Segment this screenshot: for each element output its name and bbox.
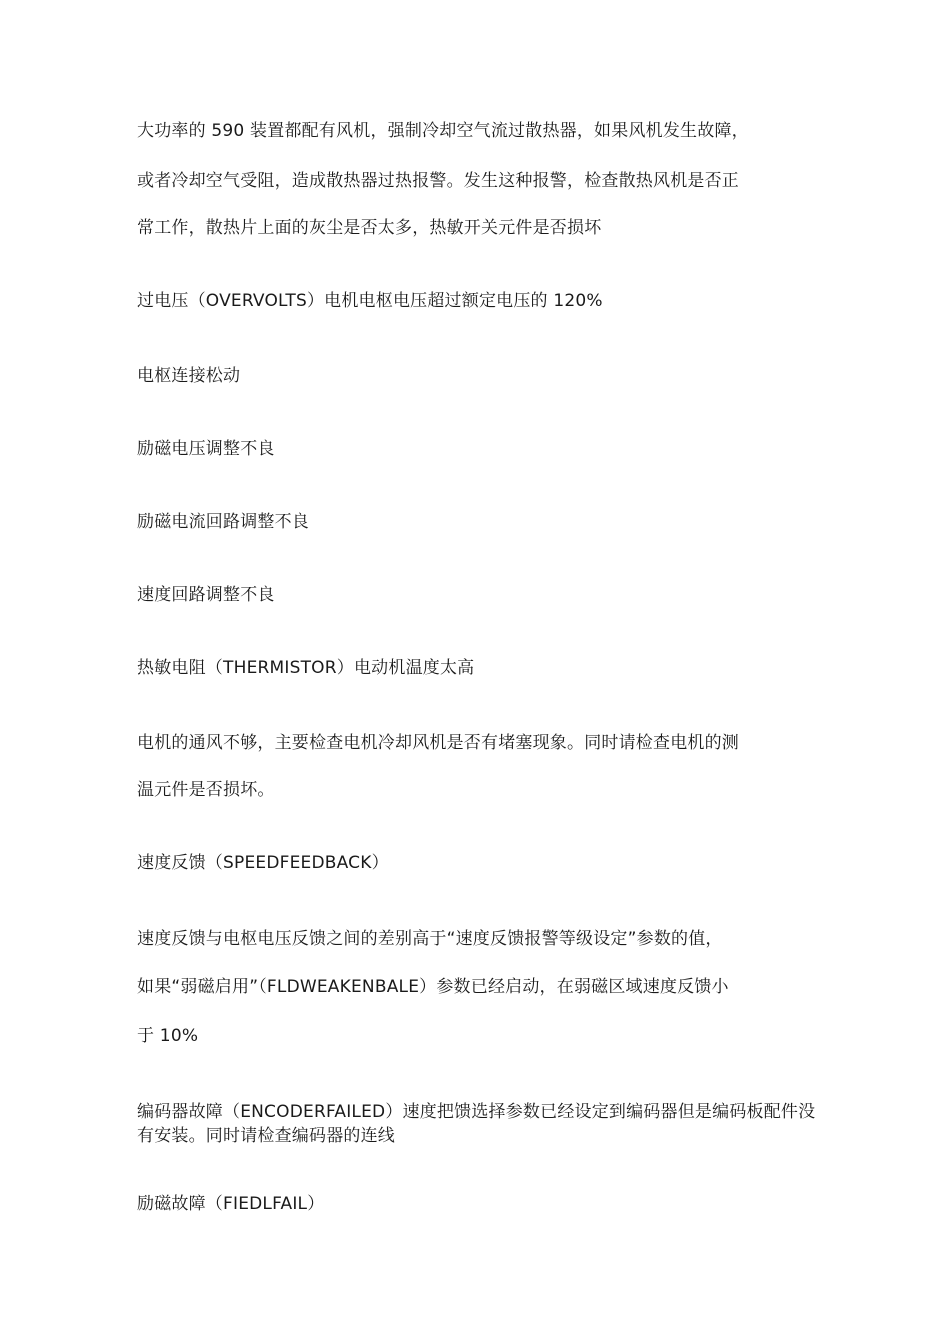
paragraph-line: 常工作，散热片上面的灰尘是否太多，热敏开关元件是否损坏 [137, 218, 602, 238]
list-item: 速度回路调整不良 [137, 585, 275, 605]
fault-heading-speedfeedback: 速度反馈（SPEEDFEEDBACK） [137, 853, 389, 873]
paragraph-line: 大功率的 590 装置都配有风机，强制冷却空气流过散热器，如果风机发生故障， [137, 121, 749, 141]
fault-heading-encoderfailed: 编码器故障（ENCODERFAILED）速度把馈选择参数已经设定到编码器但是编码板配件没 [137, 1102, 816, 1122]
list-item: 励磁电压调整不良 [137, 439, 275, 459]
fault-heading-thermistor: 热敏电阻（THERMISTOR）电动机温度太高 [137, 658, 475, 678]
paragraph-line: 如果“弱磁启用”（FLDWEAKENBALE）参数已经启动，在弱磁区域速度反馈小 [137, 977, 729, 997]
paragraph-line: 有安装。同时请检查编码器的连线 [137, 1126, 395, 1146]
fault-heading-fieldfail: 励磁故障（FIEDLFAIL） [137, 1194, 325, 1214]
list-item: 电枢连接松动 [137, 366, 241, 386]
paragraph-line: 或者冷却空气受阻，造成散热器过热报警。发生这种报警，检查散热风机是否正 [137, 171, 739, 191]
list-item: 励磁电流回路调整不良 [137, 512, 309, 532]
paragraph-line: 于 10% [137, 1026, 199, 1046]
paragraph-line: 电机的通风不够，主要检查电机冷却风机是否有堵塞现象。同时请检查电机的测 [137, 733, 739, 753]
paragraph-line: 温元件是否损坏。 [137, 780, 275, 800]
fault-heading-overvolts: 过电压（OVERVOLTS）电机电枢电压超过额定电压的 120% [137, 291, 603, 311]
paragraph-line: 速度反馈与电枢电压反馈之间的差别高于“速度反馈报警等级设定”参数的值， [137, 929, 723, 949]
